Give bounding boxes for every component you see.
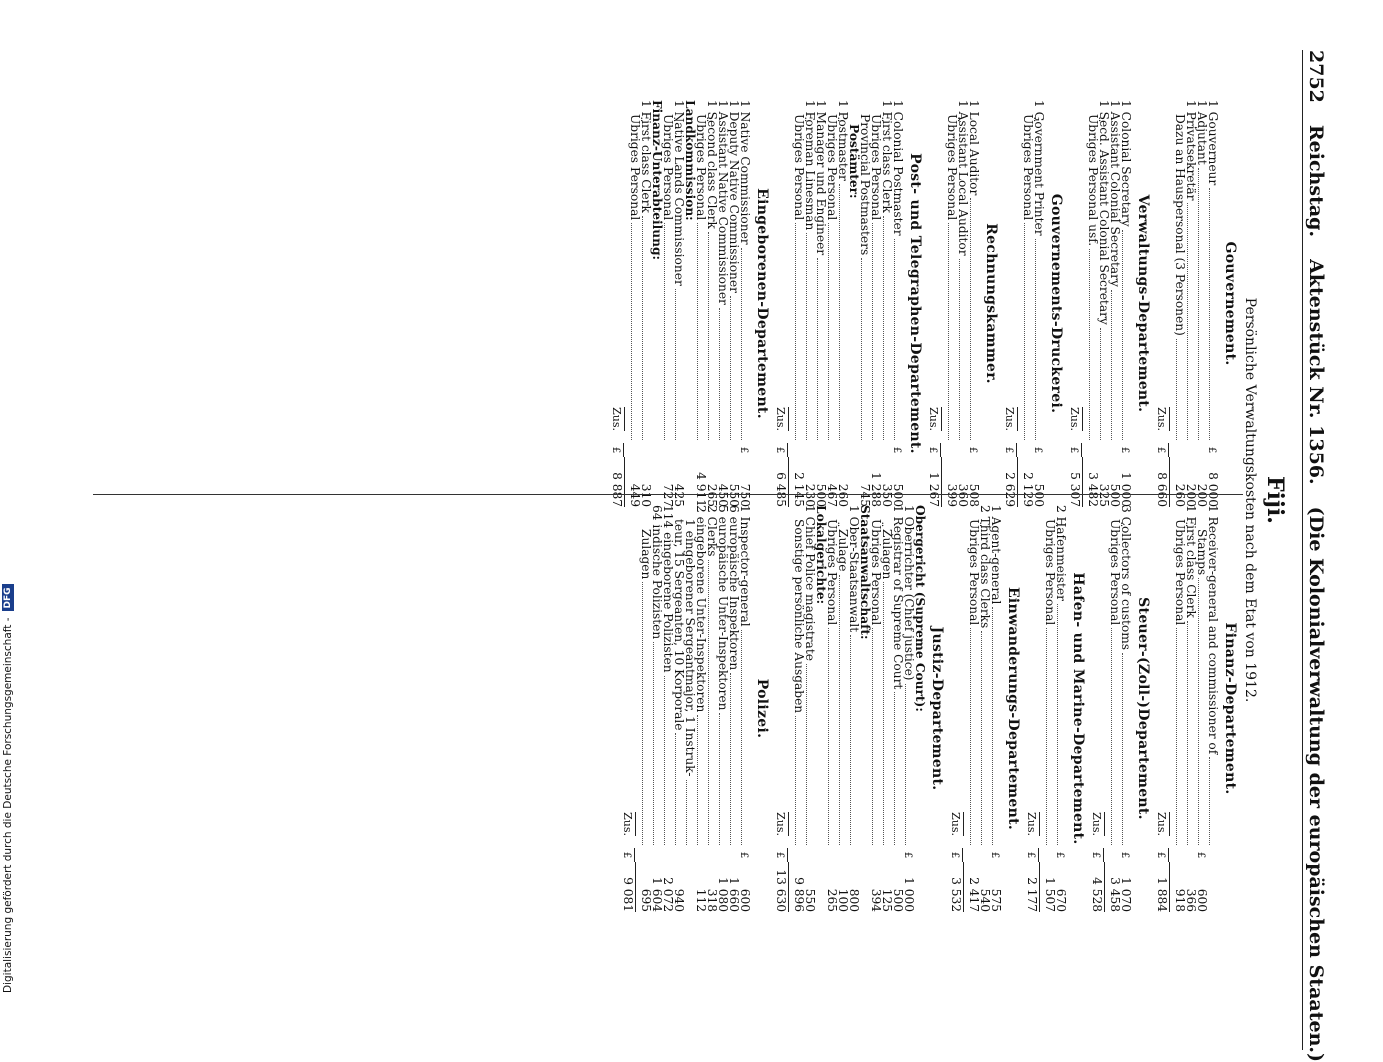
leader-dots xyxy=(664,223,665,440)
row-label: teur, 15 Sergeanten, 10 Korporale xyxy=(672,519,686,731)
row-amount: 310 xyxy=(639,483,653,507)
section-title: Post- und Telegraphen-Departement. xyxy=(907,153,923,454)
section-total xyxy=(1155,505,1170,912)
row-label: Übriges Personal usf. xyxy=(1086,114,1100,247)
section-title: Gouvernement. xyxy=(1222,241,1238,366)
currency-symbol: £ xyxy=(1090,848,1104,862)
row-label: 1 Assistant Local Auditor xyxy=(956,100,970,256)
section-total xyxy=(949,505,964,912)
leader-dots xyxy=(1024,223,1025,440)
section xyxy=(1090,505,1151,912)
row-label: 1 Colonial Secretary xyxy=(1119,100,1133,227)
section xyxy=(927,100,999,507)
total-amount: 13 630 xyxy=(775,862,789,912)
leader-dots xyxy=(686,780,687,845)
row-amount: 750 xyxy=(738,483,752,507)
row-label: 1 Deputy Native Commissioner xyxy=(727,100,741,293)
row-amount: 9 896 xyxy=(792,877,806,912)
page-number: 2752 xyxy=(1305,50,1327,103)
row-label: 1 Adjutant xyxy=(1195,100,1209,165)
table-row xyxy=(717,505,728,912)
row-label: Zulagen xyxy=(639,529,653,580)
leader-dots xyxy=(1187,621,1188,845)
row-label: Zulagen xyxy=(880,529,894,580)
currency-symbol: £ xyxy=(621,848,635,862)
document-number: Aktenstück Nr. 1356. xyxy=(1305,259,1327,485)
leader-dots xyxy=(1176,628,1177,845)
total-amount: 9 081 xyxy=(622,862,636,912)
row-label: Übriges Personal xyxy=(792,114,806,221)
row-amount: 500 xyxy=(1032,483,1046,507)
row-amount: 727 xyxy=(661,483,675,507)
row-amount: 2 129 xyxy=(1021,472,1035,507)
row-amount: 600 xyxy=(1195,888,1209,912)
row-amount: 265 xyxy=(825,888,839,912)
header-rule xyxy=(1302,50,1303,1050)
leader-dots xyxy=(1035,239,1036,440)
row-amount: 230 xyxy=(803,483,817,507)
row-amount: 318 xyxy=(705,888,719,912)
row-label: 1 Local Auditor xyxy=(967,100,981,196)
section-title: Eingeborenen-Departement. xyxy=(754,188,770,419)
section-title: Finanz-Departement. xyxy=(1222,622,1238,795)
section-total xyxy=(1025,505,1040,912)
section-total xyxy=(621,505,636,912)
row-amount: 350 xyxy=(880,483,894,507)
leader-dots xyxy=(719,308,720,440)
row-label: 1 Chief Police magistrate xyxy=(803,505,817,661)
row-amount: 260 xyxy=(836,483,850,507)
row-amount: 1 604 xyxy=(650,877,664,912)
section xyxy=(621,505,770,912)
leader-dots xyxy=(675,289,676,440)
section xyxy=(774,100,923,507)
leader-dots xyxy=(741,630,742,845)
row-amount: 399 xyxy=(945,483,959,507)
column-divider xyxy=(93,494,1243,495)
row-label: Landkommission: xyxy=(683,100,697,221)
total-amount: 1 884 xyxy=(1156,862,1170,912)
table-row xyxy=(946,100,957,507)
row-label: 1 Oberrichter (Chief justice) xyxy=(902,505,916,681)
row-label: 1 Postmaster xyxy=(836,100,850,181)
section-title: Verwaltungs-Departement. xyxy=(1135,194,1151,413)
row-amount: 575 xyxy=(989,888,1003,912)
row-amount: 2 072 xyxy=(661,877,675,912)
total-amount: 2 629 xyxy=(1004,457,1018,507)
row-amount: 745 xyxy=(858,483,872,507)
row-label: 1 Government Printer xyxy=(1032,100,1046,236)
row-amount: 4 911 xyxy=(694,472,708,507)
section-total xyxy=(1090,505,1105,912)
row-label: Dazu an Hauspersonal (3 Personen) xyxy=(1173,114,1187,336)
topic: (Die Kolonialverwaltung der europäischen Staaten.) xyxy=(1305,506,1327,1062)
section-title: Rechnungskammer. xyxy=(983,223,999,384)
table-row xyxy=(640,505,651,912)
row-label: Übriges Personal xyxy=(967,519,981,626)
row-label: Stamps xyxy=(1195,529,1209,576)
row-label: 1 Ober-Staatsanwalt xyxy=(847,505,861,633)
total-label: Zus. xyxy=(1003,407,1016,431)
row-amount: 500 xyxy=(891,888,905,912)
section xyxy=(610,100,770,507)
leader-dots xyxy=(894,239,895,440)
section xyxy=(1025,505,1086,912)
row-label: Übriges Personal xyxy=(1108,519,1122,626)
section-title: Polizei. xyxy=(754,678,770,739)
currency-symbol: £ xyxy=(1119,851,1130,859)
leader-dots xyxy=(1111,290,1112,440)
total-amount: 6 485 xyxy=(775,457,789,507)
row-label: 1 Secd. Assistant Colonial Secretary xyxy=(1097,100,1111,325)
leader-dots xyxy=(642,216,643,440)
row-label: Übriges Personal xyxy=(869,114,883,221)
currency-symbol: £ xyxy=(1195,851,1206,859)
row-label: 1 Colonial Postmaster xyxy=(891,100,905,236)
row-amount: 695 xyxy=(639,888,653,912)
row-label: 1 Assistant Colonial Secretary xyxy=(1108,100,1122,287)
total-label: Zus. xyxy=(1025,812,1038,836)
row-label: 114 eingeborene Polizisten xyxy=(661,505,675,673)
row-amount: 325 xyxy=(1097,483,1111,507)
right-column xyxy=(614,505,1243,912)
currency-symbol: £ xyxy=(774,848,788,862)
leader-dots xyxy=(1111,628,1112,845)
leader-dots xyxy=(1089,249,1090,440)
row-label: 6 europäische Inspektoren xyxy=(727,505,741,671)
section-total xyxy=(927,100,942,507)
leader-dots xyxy=(850,635,851,845)
table-row xyxy=(629,100,640,507)
row-amount: 2 145 xyxy=(792,472,806,507)
currency-symbol: £ xyxy=(902,851,913,859)
currency-symbol: £ xyxy=(989,851,1000,859)
row-label: Übriges Personal xyxy=(1021,114,1035,221)
table-row xyxy=(793,100,804,507)
leader-dots xyxy=(708,560,709,845)
currency-symbol: £ xyxy=(738,851,749,859)
row-amount: 200 xyxy=(1195,483,1209,507)
row-amount: 918 xyxy=(1173,888,1187,912)
row-label: 1 First class Clerk xyxy=(1184,505,1198,618)
row-label: 5 europäische Unter-Inspektoren xyxy=(716,505,730,711)
row-amount: 500 xyxy=(1108,483,1122,507)
row-label: Obergericht (Supreme Court): xyxy=(913,505,927,712)
row-amount: 100 xyxy=(836,888,850,912)
row-amount: 112 xyxy=(694,888,708,912)
row-label: Staatsanwaltschaft: xyxy=(858,505,872,640)
total-amount: 1 267 xyxy=(928,457,942,507)
row-label: Übriges Personal xyxy=(661,114,675,221)
currency-symbol: £ xyxy=(1054,851,1065,859)
leader-dots xyxy=(697,715,698,845)
row-label: 1 Inspector-general xyxy=(738,505,752,627)
row-label: Übriges Personal xyxy=(694,114,708,221)
total-label: Zus. xyxy=(621,812,634,836)
section-total xyxy=(1155,100,1170,507)
section-total xyxy=(1068,100,1083,507)
row-amount: 360 xyxy=(956,483,970,507)
leader-dots xyxy=(1100,328,1101,440)
leader-dots xyxy=(730,296,731,440)
row-label: 1 First class Clerk xyxy=(639,100,653,213)
total-label: Zus. xyxy=(1068,407,1081,431)
leader-dots xyxy=(675,733,676,845)
row-label: 1 Manager und Engineer xyxy=(814,100,828,256)
row-label: 1 Foreman Linesman xyxy=(803,100,817,231)
total-label: Zus. xyxy=(774,812,787,836)
leader-dots xyxy=(1176,339,1177,440)
leader-dots xyxy=(861,258,862,440)
row-amount: 1 070 xyxy=(1119,877,1133,912)
leader-dots xyxy=(795,223,796,440)
total-label: Zus. xyxy=(1090,812,1103,836)
row-amount: 200 xyxy=(1184,483,1198,507)
leader-dots xyxy=(631,223,632,440)
leader-dots xyxy=(719,713,720,845)
row-label: Finanz-Unterabteilung: xyxy=(650,100,664,260)
leader-dots xyxy=(1122,230,1123,440)
row-amount: 1 288 xyxy=(869,472,883,507)
row-amount: 500 xyxy=(814,483,828,507)
section xyxy=(1068,100,1151,507)
row-label: 2 Hafenmeister xyxy=(1054,505,1068,601)
row-label: 1 Second class Clerk xyxy=(705,100,719,229)
row-label: Übriges Personal xyxy=(1043,519,1057,626)
section-total xyxy=(610,100,625,507)
row-amount: 125 xyxy=(880,888,894,912)
currency-symbol: £ xyxy=(774,443,788,457)
source-title: Reichstag. xyxy=(1305,124,1327,238)
row-amount: 508 xyxy=(967,483,981,507)
leader-dots xyxy=(806,233,807,440)
row-label: Übriges Personal xyxy=(945,114,959,221)
currency-symbol: £ xyxy=(1003,443,1017,457)
table-row xyxy=(1174,100,1185,507)
dfg-logo: DFG xyxy=(2,584,14,611)
leader-dots xyxy=(806,664,807,845)
section xyxy=(1155,100,1238,507)
row-label: Übriges Personal xyxy=(628,114,642,221)
total-label: Zus. xyxy=(774,407,787,431)
currency-symbol: £ xyxy=(891,446,902,454)
row-amount: 940 xyxy=(672,888,686,912)
leader-dots xyxy=(730,673,731,845)
total-amount: 4 528 xyxy=(1091,862,1105,912)
currency-symbol: £ xyxy=(1155,443,1169,457)
row-label: 2 eingeborene Unter-Inspektoren xyxy=(694,505,708,713)
row-label: Übriges Personal xyxy=(825,114,839,221)
total-label: Zus. xyxy=(1155,407,1168,431)
row-label: Zulage xyxy=(836,529,850,572)
total-label: Zus. xyxy=(927,407,940,431)
row-amount: 425 xyxy=(672,483,686,507)
row-amount: 449 xyxy=(628,483,642,507)
leader-dots xyxy=(872,628,873,845)
row-label: 1 Assistant Native Commissioner xyxy=(716,100,730,305)
row-label: Übriges Personal xyxy=(869,519,883,626)
leader-dots xyxy=(872,223,873,440)
credit-text: Digitalisierung gefördert durch die Deutsche Forschungsgemeinschaft - xyxy=(2,617,14,993)
leader-dots xyxy=(883,582,884,845)
leader-dots xyxy=(817,258,818,440)
row-amount: 1 080 xyxy=(716,877,730,912)
leader-dots xyxy=(959,259,960,440)
leader-dots xyxy=(828,628,829,845)
currency-symbol: £ xyxy=(738,446,749,454)
row-amount: 800 xyxy=(847,888,861,912)
leader-dots xyxy=(1198,578,1199,845)
row-amount: 366 xyxy=(1184,888,1198,912)
row-amount: 1 660 xyxy=(727,877,741,912)
leader-dots xyxy=(970,628,971,845)
leader-dots xyxy=(1046,628,1047,845)
row-amount: 467 xyxy=(825,483,839,507)
section-title: Hafen- und Marine-Departement. xyxy=(1070,572,1086,845)
row-label: Sonstige persönliche Ausgaben xyxy=(792,519,806,714)
table-row xyxy=(793,505,804,912)
leader-dots xyxy=(1209,757,1210,845)
leader-dots xyxy=(839,575,840,846)
section-title: Justiz-Departement. xyxy=(929,626,945,791)
row-label: 1 Agent-general xyxy=(989,505,1003,605)
row-amount: 2 417 xyxy=(967,877,981,912)
row-label: 1 Native Lands Commissioner xyxy=(672,100,686,286)
section-total xyxy=(774,505,789,912)
row-label: 2 Third class Clerks xyxy=(978,505,992,629)
row-amount: 260 xyxy=(1173,483,1187,507)
leader-dots xyxy=(894,692,895,845)
row-amount: 540 xyxy=(978,888,992,912)
row-label: Übriges Personal xyxy=(825,519,839,626)
table-row xyxy=(1174,505,1185,912)
section xyxy=(1003,100,1064,507)
currency-symbol: £ xyxy=(949,848,963,862)
row-label: Provincial Postmasters xyxy=(858,114,872,256)
currency-symbol: £ xyxy=(1206,446,1217,454)
leader-dots xyxy=(664,676,665,845)
page-header xyxy=(1305,50,1327,1062)
leader-dots xyxy=(839,184,840,440)
leader-dots xyxy=(948,223,949,440)
row-label: 1 Native Commissioner xyxy=(738,100,752,245)
leader-dots xyxy=(708,232,709,440)
leader-dots xyxy=(828,223,829,440)
row-amount: 450 xyxy=(716,483,730,507)
row-amount: 670 xyxy=(1054,888,1068,912)
row-amount: 550 xyxy=(803,888,817,912)
total-label: Zus. xyxy=(1155,812,1168,836)
section xyxy=(774,505,945,912)
row-amount: 1 507 xyxy=(1043,877,1057,912)
total-amount: 5 307 xyxy=(1069,457,1083,507)
row-amount: 3 482 xyxy=(1086,472,1100,507)
country-title: Fiji. xyxy=(1262,476,1288,524)
row-label: Übriges Personal xyxy=(1173,519,1187,626)
total-label: Zus. xyxy=(610,407,623,431)
leader-dots xyxy=(905,684,906,845)
leader-dots xyxy=(741,248,742,440)
total-label: Zus. xyxy=(949,812,962,836)
row-amount: 3 458 xyxy=(1108,877,1122,912)
section-total xyxy=(1003,100,1018,507)
row-label: 1 eingeborener Sergeantmajor, 1 Instruk- xyxy=(683,519,697,777)
row-amount: 600 xyxy=(738,888,752,912)
currency-symbol: £ xyxy=(610,443,624,457)
row-amount: 1 000 xyxy=(1119,472,1133,507)
total-amount: 8 660 xyxy=(1156,457,1170,507)
section-title: Einwanderungs-Departement. xyxy=(1005,586,1021,831)
leader-dots xyxy=(653,642,654,845)
currency-symbol: £ xyxy=(1119,446,1130,454)
subtitle: Persönliche Verwaltungskosten nach dem Etat von 1912. xyxy=(1242,297,1258,703)
leader-dots xyxy=(697,223,698,440)
table-row xyxy=(968,505,979,912)
leader-dots xyxy=(1187,203,1188,440)
row-label: 1 Gouverneur xyxy=(1206,100,1220,186)
row-amount: 550 xyxy=(727,483,741,507)
row-label: 3 Collectors of customs xyxy=(1119,505,1133,651)
digitization-credit xyxy=(2,0,14,993)
row-label: Lokalgerichte: xyxy=(814,505,828,605)
row-label: 1 Privatsekretär xyxy=(1184,100,1198,201)
leader-dots xyxy=(642,582,643,845)
currency-symbol: £ xyxy=(1025,848,1039,862)
section xyxy=(949,505,1021,912)
leader-dots xyxy=(970,198,971,440)
leader-dots xyxy=(1198,168,1199,440)
section-title: Gouvernements-Druckerei. xyxy=(1048,193,1064,414)
row-amount: 265 xyxy=(705,483,719,507)
leader-dots xyxy=(795,716,796,845)
leader-dots xyxy=(1122,653,1123,845)
row-amount: 500 xyxy=(891,483,905,507)
row-label: Postämter: xyxy=(847,124,861,199)
total-amount: 2 177 xyxy=(1026,862,1040,912)
row-label: 1 Receiver-general and commissioner of xyxy=(1206,505,1220,755)
currency-symbol: £ xyxy=(1155,848,1169,862)
leader-dots xyxy=(883,216,884,440)
row-amount: 1 000 xyxy=(902,877,916,912)
left-column xyxy=(603,100,1243,507)
row-label: 64 indische Polizisten xyxy=(650,505,664,640)
leader-dots xyxy=(981,631,982,845)
leader-dots xyxy=(992,607,993,845)
leader-dots xyxy=(1209,188,1210,440)
total-amount: 8 887 xyxy=(611,457,625,507)
row-label: 1 Registrar of Supreme Court xyxy=(891,505,905,690)
currency-symbol: £ xyxy=(1032,446,1043,454)
section-total xyxy=(774,100,789,507)
section xyxy=(1155,505,1238,912)
currency-symbol: £ xyxy=(927,443,941,457)
section-title: Steuer-(Zoll-)Departement. xyxy=(1135,597,1151,820)
row-amount: 394 xyxy=(869,888,883,912)
row-label: 1 First class Clerk xyxy=(880,100,894,213)
total-amount: 3 532 xyxy=(950,862,964,912)
row-amount: 8 000 xyxy=(1206,472,1220,507)
leader-dots xyxy=(1057,604,1058,845)
currency-symbol: £ xyxy=(1068,443,1082,457)
currency-symbol: £ xyxy=(967,446,978,454)
row-label: 2 Clerks xyxy=(705,505,719,557)
